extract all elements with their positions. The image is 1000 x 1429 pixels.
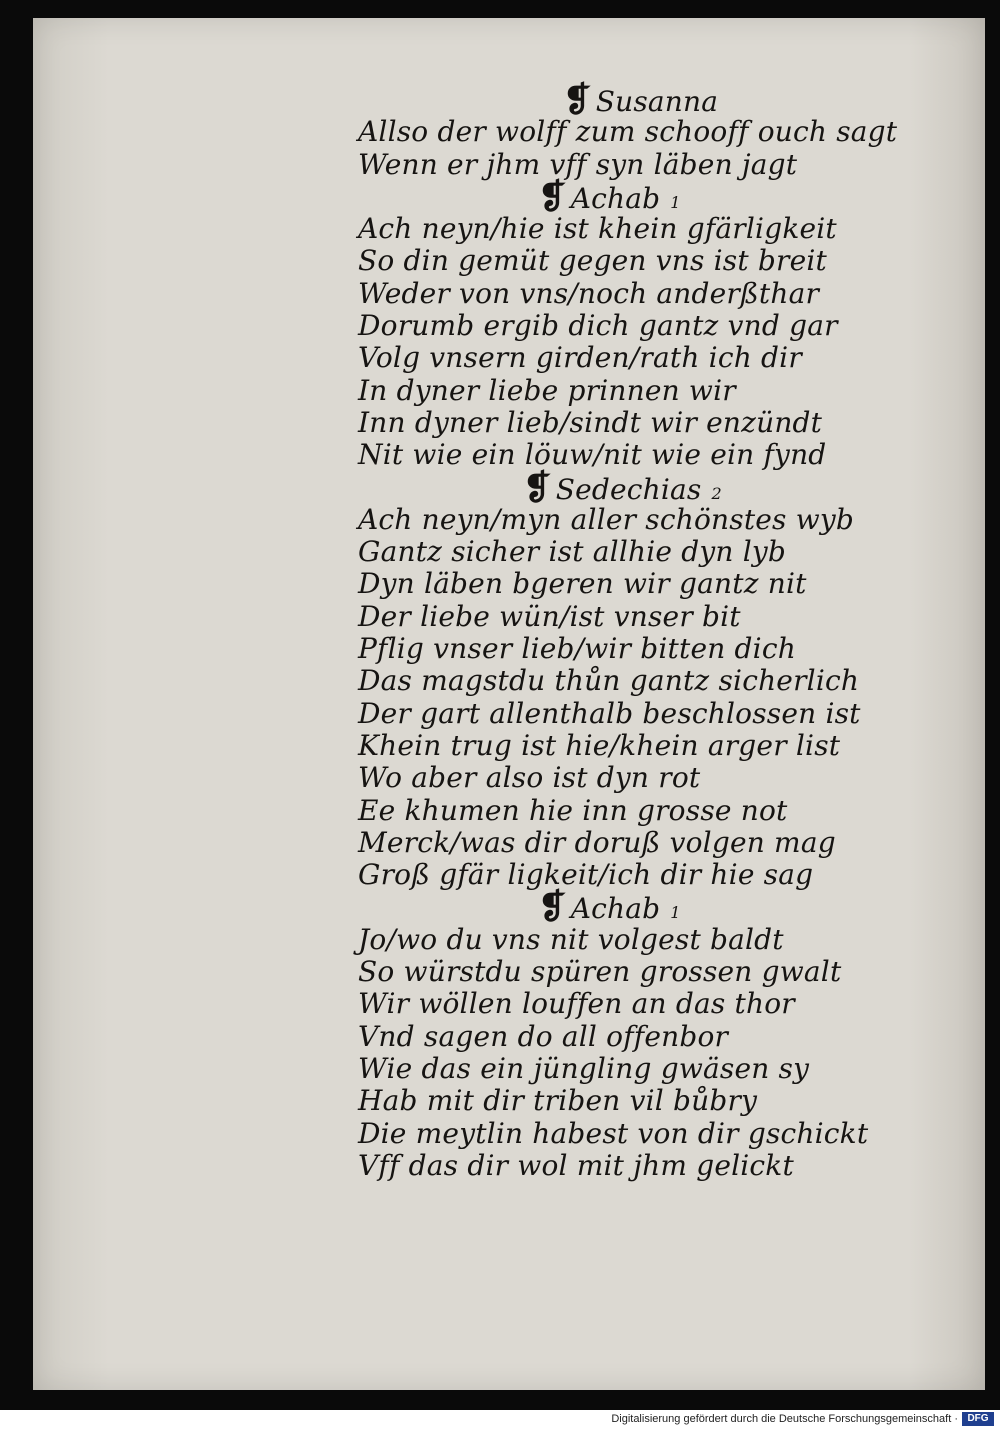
pilcrow-mark: ❡	[523, 467, 552, 508]
verse-line: Khein trug ist hie/khein arger list	[358, 728, 841, 762]
speaker-heading	[358, 887, 898, 928]
verse-line: Wie das ein jüngling gwäsen sy	[358, 1051, 810, 1085]
funding-credit: Digitalisierung gefördert durch die Deutsche Forschungsgemeinschaft ·	[611, 1413, 958, 1425]
show-through-text	[913, 88, 1000, 1208]
speaker-number: 2	[711, 483, 722, 503]
verse-line: Weder von vns/noch anderßthar	[358, 276, 820, 310]
verse-line: Der liebe wün/ist vnser bit	[358, 599, 741, 633]
verse-line: Der gart allenthalb beschlossen ist	[358, 696, 861, 730]
verse-line: Nit wie ein löuw/nit wie ein fynd	[358, 438, 827, 472]
verse-line: Volg vnsern girden/rath ich dir	[358, 341, 802, 375]
verse-line: Vnd sagen do all offenbor	[358, 1019, 729, 1053]
verse-line: Groß gfär ligkeit/ich dir hie sag	[358, 858, 814, 892]
speaker-name: Achab	[570, 892, 661, 926]
verse-line: Ach neyn/hie ist khein gfärligkeit	[358, 212, 837, 246]
verse-line: Pflig vnser lieb/wir bitten dich	[358, 632, 796, 666]
speaker-number: 1	[670, 192, 681, 212]
verse-line: In dyner liebe prinnen wir	[358, 373, 736, 407]
verse-text-block	[358, 80, 898, 1182]
verse-line: Dorumb ergib dich gantz vnd gar	[358, 309, 838, 343]
verse-line: Hab mit dir triben vil bůbry	[358, 1084, 758, 1118]
verse-line: Allso der wolff zum schooff ouch sagt	[358, 115, 898, 149]
verse-line: Wo aber also ist dyn rot	[358, 761, 701, 795]
speaker-number: 1	[670, 903, 681, 923]
verse-line: So din gemüt gegen vns ist breit	[358, 244, 827, 278]
verse-line: So würstdu spüren grossen gwalt	[358, 955, 842, 989]
speaker-name: Susanna	[595, 85, 719, 118]
verse-line: Merck/was dir doruß volgen mag	[358, 825, 836, 859]
speaker-name: Sedechias	[555, 472, 702, 506]
verse-line: Das magstdu thůn gantz sicherlich	[358, 664, 860, 698]
pilcrow-mark: ❡	[563, 80, 592, 120]
verse-line: Jo/wo du vns nit volgest baldt	[358, 922, 784, 956]
verse-line: Ee khumen hie inn grosse not	[358, 793, 788, 827]
speaker-heading	[358, 80, 898, 120]
dfg-logo: DFG	[962, 1412, 994, 1426]
verse-line: Vff das dir wol mit jhm gelickt	[358, 1148, 794, 1182]
pilcrow-mark: ❡	[538, 176, 567, 217]
speaker-name: Achab	[570, 181, 661, 215]
speaker-heading	[358, 176, 898, 217]
verse-line: Dyn läben bgeren wir gantz nit	[358, 567, 807, 601]
speaker-heading	[358, 467, 898, 508]
verse-line: Wenn er jhm vff syn läben jagt	[358, 147, 798, 181]
pilcrow-mark: ❡	[538, 887, 567, 928]
verse-line: Gantz sicher ist allhie dyn lyb	[358, 535, 787, 569]
verse-line: Inn dyner lieb/sindt wir enzündt	[358, 405, 823, 439]
verse-line: Ach neyn/myn aller schönstes wyb	[358, 502, 855, 536]
footer-bar	[0, 1410, 1000, 1429]
verse-line: Wir wöllen louffen an das thor	[358, 987, 795, 1021]
verse-line: Die meytlin habest von dir gschickt	[358, 1116, 869, 1150]
